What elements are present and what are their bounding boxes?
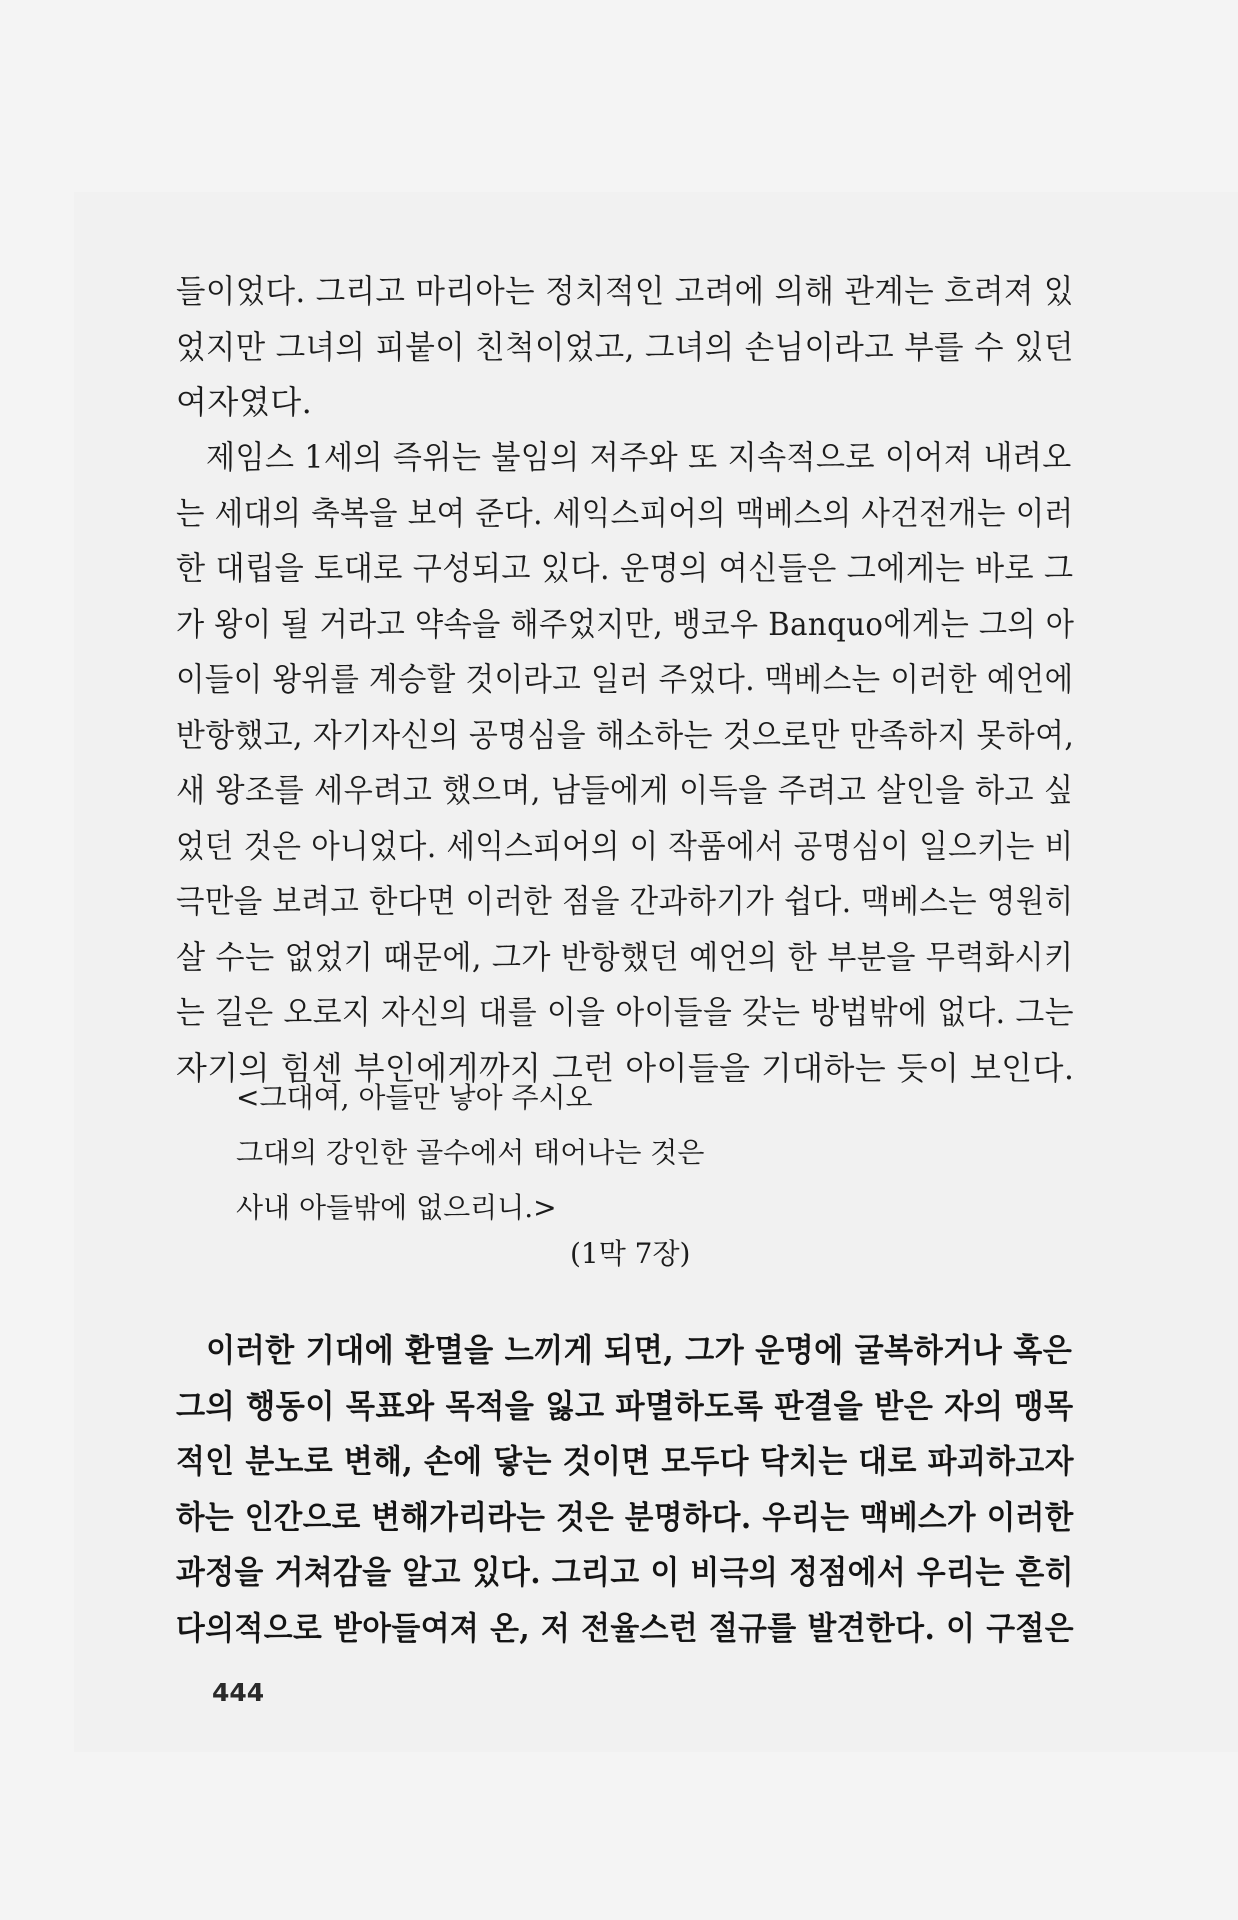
- text-line: 는 세대의 축복을 보여 준다. 세익스피어의 맥베스의 사건전개는 이러: [176, 493, 1074, 532]
- paragraph-3: [176, 1323, 1074, 1656]
- text-line: 반항했고, 자기자신의 공명심을 해소하는 것으로만 만족하지 못하여,: [176, 715, 1075, 754]
- text-line: 이들이 왕위를 계승할 것이라고 일러 주었다. 맥베스는 이러한 예언에: [176, 660, 1074, 698]
- text-line: 었지만 그녀의 피붙이 친척이었고, 그녀의 손님이라고 부를 수 있던: [176, 327, 1074, 366]
- text-line: 자기의 힘센 부인에게까지 그런 아이들을 기대하는 듯이 보인다.: [176, 1048, 1075, 1087]
- text-line: 하는 인간으로 변해가리라는 것은 분명하다. 우리는 맥베스가 이러한: [176, 1497, 1074, 1536]
- page-number: 444: [212, 1678, 265, 1707]
- quote-line: 그대의 강인한 골수에서 태어나는 것은: [236, 1136, 705, 1169]
- text-line: 그의 행동이 목표와 목적을 잃고 파멸하도록 판결을 받은 자의 맹목: [176, 1386, 1074, 1425]
- text-line: 는 길은 오로지 자신의 대를 이을 아이들을 갖는 방법밖에 없다. 그는: [176, 993, 1074, 1031]
- text-line: 여자였다.: [176, 383, 313, 421]
- text-line: 한 대립을 토대로 구성되고 있다. 운명의 여신들은 그에게는 바로 그: [176, 549, 1074, 587]
- quote-reference: (1막 7장): [570, 1237, 691, 1270]
- block-quote: [236, 1070, 704, 1235]
- text-line: 다의적으로 받아들여져 온, 저 전율스런 절규를 발견한다. 이 구절은: [176, 1608, 1074, 1647]
- text-line: 들이었다. 그리고 마리아는 정치적인 고려에 의해 관계는 흐려져 있: [176, 272, 1074, 310]
- text-line: 제임스 1세의 즉위는 불임의 저주와 또 지속적으로 이어져 내려오: [206, 438, 1072, 476]
- text-line: 살 수는 없었기 때문에, 그가 반항했던 예언의 한 부분을 무력화시키: [176, 937, 1074, 976]
- text-line: 과정을 거쳐감을 알고 있다. 그리고 이 비극의 정점에서 우리는 흔히: [176, 1553, 1074, 1591]
- quote-line: 사내 아들밖에 없으리니.>: [236, 1191, 557, 1224]
- text-line: 새 왕조를 세우려고 했으며, 남들에게 이득을 주려고 살인을 하고 싶: [176, 771, 1074, 809]
- paragraph-2: [176, 430, 1074, 1096]
- quote-line: <그대여, 아들만 낳아 주시오: [236, 1081, 593, 1114]
- text-line: 극만을 보려고 한다면 이러한 점을 간과하기가 쉽다. 맥베스는 영원히: [176, 882, 1074, 920]
- text-line: 적인 분노로 변해, 손에 닿는 것이면 모두다 닥치는 대로 파괴하고자: [176, 1442, 1074, 1480]
- text-line: 이러한 기대에 환멸을 느끼게 되면, 그가 운명에 굴복하거나 혹은: [206, 1331, 1073, 1369]
- text-line: 었던 것은 아니었다. 세익스피어의 이 작품에서 공명심이 일으키는 비: [176, 826, 1074, 865]
- text-line: 가 왕이 될 거라고 약속을 해주었지만, 뱅코우 Banquo에게는 그의 아: [176, 604, 1075, 643]
- paragraph-1: [176, 264, 1074, 431]
